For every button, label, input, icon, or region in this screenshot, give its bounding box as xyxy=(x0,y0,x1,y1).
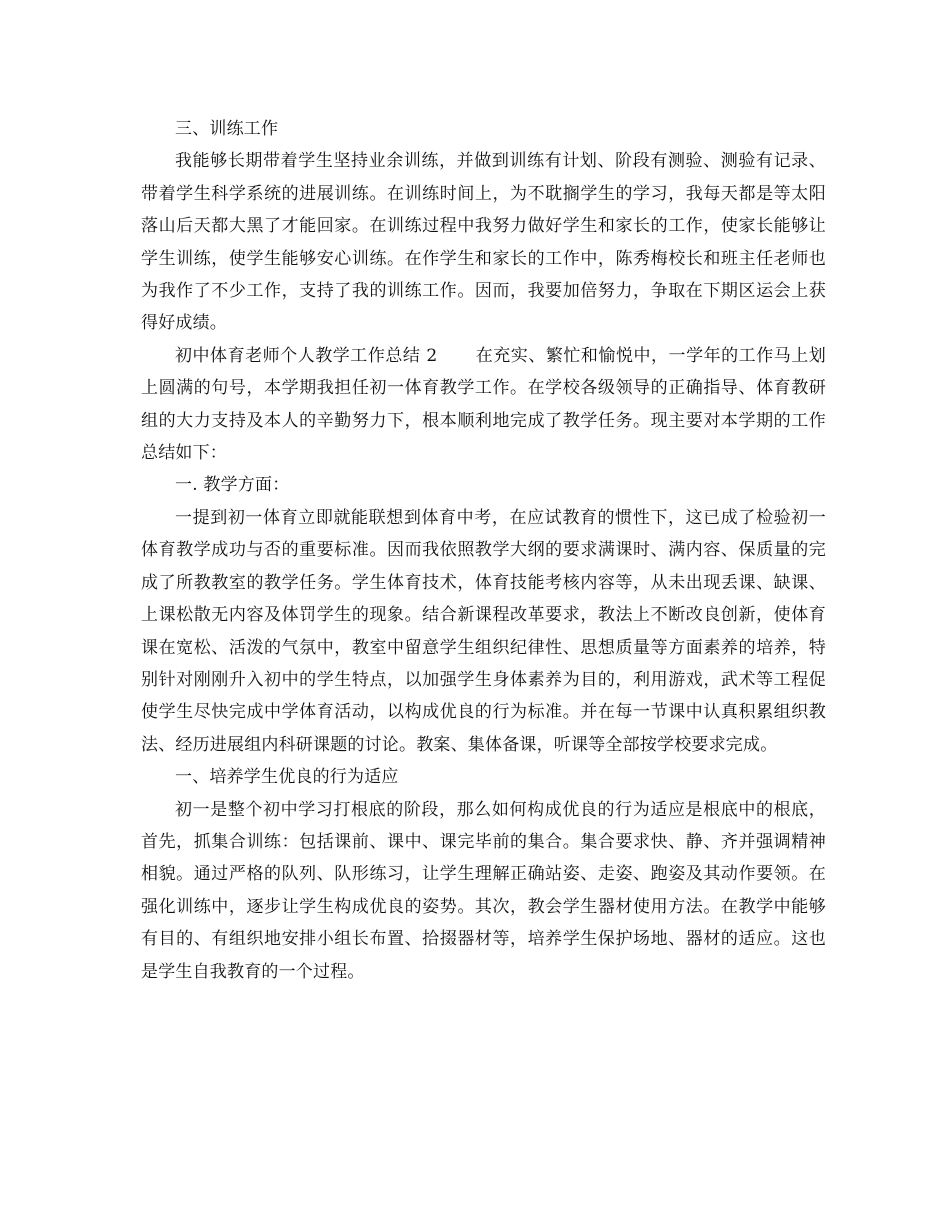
section-heading-teaching: 一. 教学方面： xyxy=(175,475,290,496)
section-heading-habits: 一、培养学生优良的行为适应 xyxy=(175,767,399,788)
summary-intro-text: 在充实、繁忙和愉悦中，一学年的工作马上划上圆满的句号，本学期我担任初一体育教学工作。在学校各级领导的正确指导、体育教研组的大力支持及本人的辛勤努力下，根本顺利地完成了教学任务。现主要对本学期的工作总结如下： xyxy=(141,345,827,464)
paragraph-summary-intro xyxy=(141,340,826,470)
paragraph-habits: 初一是整个初中学习打根底的阶段，那么如何构成优良的行为适应是根底中的根底，首先，抓集合训练：包括课前、课中、课完毕前的集合。集合要求快、静、齐并强调精神相貌。通过严格的队列、队形练习，让学生理解正确站姿、走姿、跑姿及其动作要领。在强化训练中，逐步让学生构成优良的姿势。其次，教会学生器材使用方法。在教学中能够有目的、有组织地安排小组长布置、拾掇器材等，培养学生保护场地、器材的适应。这也是学生自我教育的一个过程。 xyxy=(141,799,826,982)
paragraph-training-work: 我能够长期带着学生坚持业余训练，并做到训练有计划、阶段有测验、测验有记录、带着学生科学系统的进展训练。在训练时间上，为不耽搁学生的学习，我每天都是等太阳落山后天都大黑了才能回家。在训练过程中我努力做好学生和家长的工作，使家长能够让学生训练，使学生能够安心训练。在作学生和家长的工作中，陈秀梅校长和班主任老师也为我作了不少工作，支持了我的训练工作。因而，我要加倍努力，争取在下期区运会上获得好成绩。 xyxy=(141,151,826,334)
section-heading-training: 三、训练工作 xyxy=(175,119,279,139)
document-body xyxy=(141,113,826,988)
summary-title: 初中体育老师个人教学工作总结 2 xyxy=(175,345,438,366)
paragraph-teaching: 一提到初一体育立即就能联想到体育中考，在应试教育的惯性下，这已成了检验初一体育教学成功与否的重要标准。因而我依照教学大纲的要求满课时、满内容、保质量的完成了所教教室的教学任务。学生体育技术，体育技能考核内容等，从未出现丢课、缺课、上课松散无内容及体罚学生的现象。结合新课程改革要求，教法上不断改良创新，使体育课在宽松、活泼的气氛中，教室中留意学生组织纪律性、思想质量等方面素养的培养，特别针对刚刚升入初中的学生特点，以加强学生身体素养为目的，利用游戏，武术等工程促使学生尽快完成中学体育活动，以构成优良的行为标准。并在每一节课中认真积累组织教法、经历进展组内科研课题的讨论。教案、集体备课，听课等全部按学校要求完成。 xyxy=(141,507,826,755)
